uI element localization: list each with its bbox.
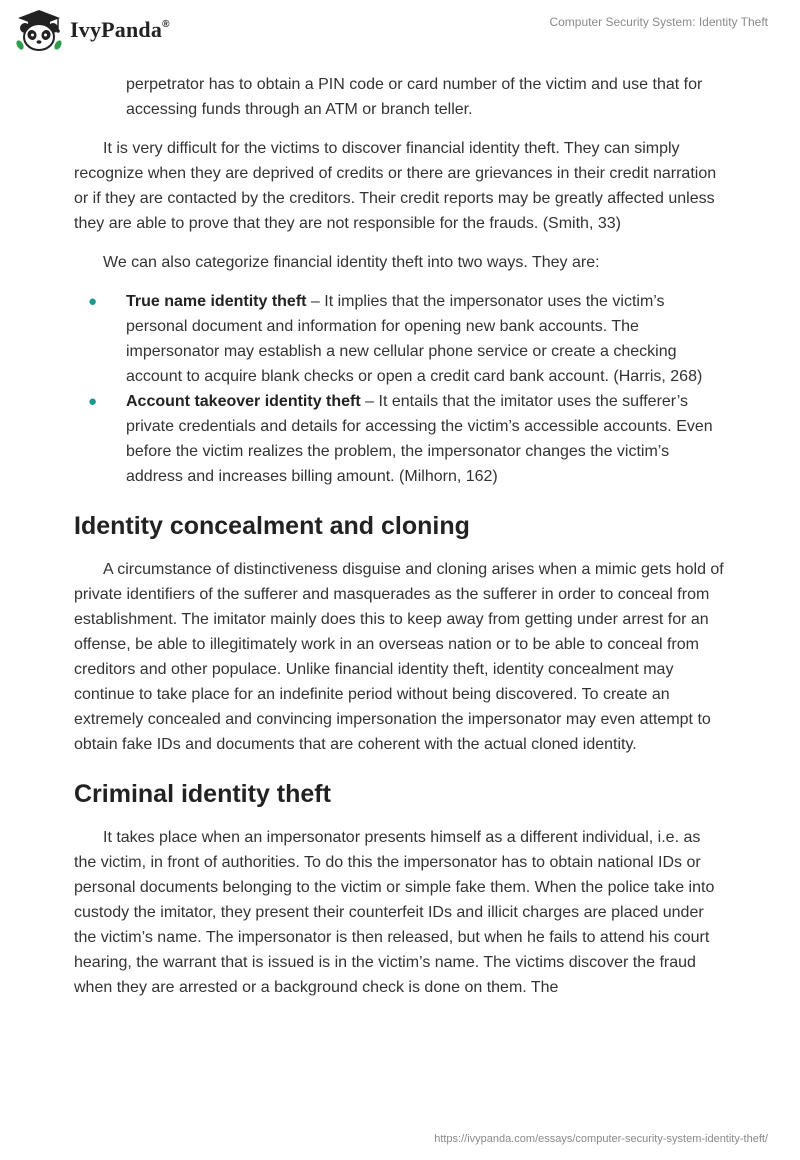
ivypanda-logo[interactable] <box>14 8 170 52</box>
list-item <box>74 389 726 489</box>
list-item-text: – It implies that the impersonator uses the victim’s personal document and information for opening new bank accounts. The impersonator may establish a new cellular phone service or create a checking account to acquire blank checks or open a credit card bank account. (Harris, 268) <box>126 293 703 385</box>
paragraph-criminal: It takes place when an impersonator presents himself as a different individual, i.e. as the victim, in front of authorities. To do this the impersonator has to obtain national IDs or personal documents belonging to the victim or simple fake them. When the police take into custody the imitator, they present their counterfeit IDs and illicit charges are placed under the victim’s name. The impersonator is then released, but when he fails to attend his court hearing, the warrant that is issued is in the victim’s name. The victims discover the fraud when they are arrested or a background check is done on them. The <box>74 829 715 996</box>
bullet-icon: ● <box>88 293 98 310</box>
list-item-term: True name identity theft <box>126 293 307 310</box>
theft-types-list <box>74 289 726 489</box>
panda-logo-icon <box>14 8 64 52</box>
document-title: Computer Security System: Identity Theft <box>549 15 768 29</box>
trademark-symbol: ® <box>162 19 170 30</box>
list-item <box>74 289 726 389</box>
footer-url-link[interactable]: https://ivypanda.com/essays/computer-security-system-identity-theft/ <box>434 1133 768 1145</box>
page-header <box>0 0 800 60</box>
article-body <box>74 72 726 1000</box>
paragraph-categorize: We can also categorize financial identity theft into two ways. They are: <box>103 254 600 271</box>
paragraph-concealment: A circumstance of distinctiveness disguise and cloning arises when a mimic gets hold of private identifiers of the sufferer and masquerades as the sufferer in order to conceal from establishment. The imitator mainly does this to keep away from getting under arrest for an offense, be able to illegitimately work in an overseas nation or to be able to conceal from creditors and other populace. Unlike financial identity theft, identity concealment may continue to take place for an indefinite period without being discovered. To create an extremely concealed and convincing impersonation the impersonator may even attempt to obtain fake IDs and documents that are coherent with the actual cloned identity. <box>74 561 724 753</box>
paragraph-financial-discovery: It is very difficult for the victims to discover financial identity theft. They can simply recognize when they are deprived of credits or there are grievances in their credit narration or if they are contacted by the creditors. Their credit reports may be greatly affected unless they are able to prove that they are not responsible for the frauds. (Smith, 33) <box>74 140 717 232</box>
list-item-text: – It entails that the imitator uses the sufferer’s private credentials and details for accessing the victim’s accessible accounts. Even before the victim realizes the problem, the impersonator changes the victim’s address and increases billing amount. (Milhorn, 162) <box>126 393 713 485</box>
brand-name: IvyPanda® <box>70 17 170 42</box>
bullet-icon: ● <box>88 393 98 410</box>
section-heading-concealment: Identity concealment and cloning <box>74 512 470 540</box>
list-item-term: Account takeover identity theft <box>126 393 361 410</box>
section-heading-criminal: Criminal identity theft <box>74 780 331 808</box>
continuation-paragraph: perpetrator has to obtain a PIN code or card number of the victim and use that for accessing funds through an ATM or branch teller. <box>126 76 703 118</box>
